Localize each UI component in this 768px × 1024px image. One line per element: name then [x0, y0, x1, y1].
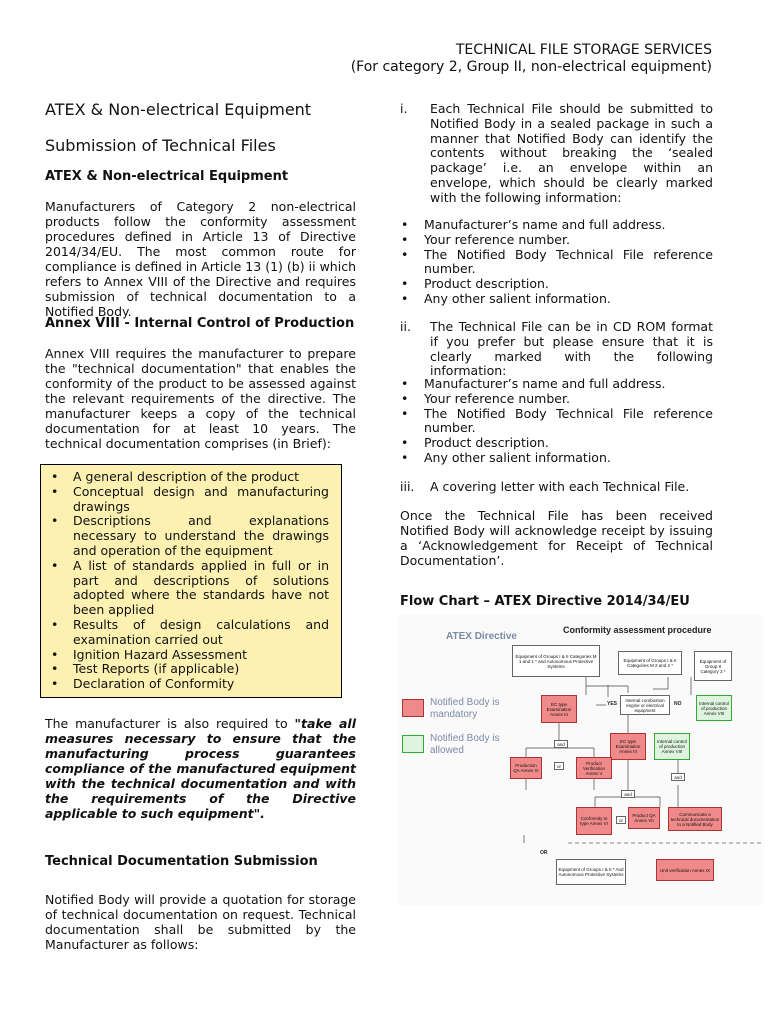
box-category-1: Equipment of Groups I & II Categories M 1 and 1 * and Autonomous Protective Systems	[512, 645, 600, 677]
separator-or: OR	[540, 850, 548, 856]
connector-and-2: and	[671, 773, 685, 781]
box-communicate-documentation: Communicate a technical documentation to a Notified Body	[668, 807, 722, 831]
list-item: • Your reference number.	[400, 392, 713, 407]
list-item: • A list of standards applied in full or in part and descriptions of solutions adopted where the standards have not been applied	[49, 559, 329, 618]
box-internal-control-right: Internal control of production Annex VIII	[696, 695, 732, 721]
directive-quote: "take all measures necessary to ensure that the manufacturing process guarantees compliance of the manufactured equipment with the technical documentation and with the requirements of the Directive applicable to such equipment".	[45, 716, 357, 821]
instruction-ii	[400, 320, 713, 379]
decision-yes: YES	[607, 701, 618, 707]
list-item: • Product description.	[400, 436, 713, 451]
list-item: • Your reference number.	[400, 233, 713, 248]
box-internal-control-2: Internal control of production Annex VIII	[654, 733, 690, 760]
box-category-3: Equipment of Group II Category 3 *	[694, 651, 732, 681]
list-item: • Declaration of Conformity	[49, 677, 329, 692]
documentation-contents-box	[40, 464, 342, 698]
header-line-1: TECHNICAL FILE STORAGE SERVICES	[455, 42, 712, 58]
list-item: • Results of design calculations and examination carried out	[49, 618, 329, 648]
roman-numeral: i.	[400, 101, 408, 116]
title-atex: ATEX & Non-electrical Equipment	[45, 100, 312, 119]
box-product-verification: Product Verification Annex V	[576, 757, 612, 779]
connector-and-1: and	[554, 740, 568, 748]
flow-chart-title: Flow Chart – ATEX Directive 2014/34/EU	[400, 594, 690, 609]
box-production-qa: Production QA Annex IV	[510, 757, 542, 779]
legend-mandatory-label: Notified Body is mandatory	[430, 697, 500, 720]
subheading-annex-viii: Annex VIII - Internal Control of Production	[45, 316, 355, 331]
flow-chart	[398, 615, 764, 905]
instruction-text: A covering letter with each Technical File.	[430, 479, 690, 494]
paragraph-submission: Notified Body will provide a quotation for storage of technical documentation on request. Technical documentation shall be submitted by the Manufacturer as follows:	[45, 892, 356, 952]
documentation-contents-list	[49, 470, 329, 692]
legend-allowed-label: Notified Body is allowed	[430, 733, 500, 756]
title-submission: Submission of Technical Files	[45, 136, 276, 155]
box-combustion-engine: Internal combustion engine or electrical equipment	[620, 695, 670, 715]
box-bottom-equipment: Equipment of Groups I & II * And Autonomous Protective Systems	[556, 859, 626, 885]
box-conformity-to-type: Conformity to type Annex VI	[576, 807, 612, 835]
paragraph-manufacturer-requirement	[45, 716, 356, 821]
legend-swatch-allowed	[402, 735, 424, 753]
roman-numeral: iii.	[400, 479, 415, 494]
legend-swatch-mandatory	[402, 699, 424, 717]
list-item: • The Notified Body Technical File reference number.	[400, 407, 713, 437]
list-item: • Conceptual design and manufacturing drawings	[49, 485, 329, 515]
list-item: • Any other salient information.	[400, 292, 713, 307]
paragraph-annex-viii: Annex VIII requires the manufacturer to prepare the "technical documentation" that enables the conformity of the product to be assessed against the relevant requirements of the directive. The manufacturer keeps a copy of the technical documentation for at least 10 years. The technical documentation comprises (in Brief):	[45, 346, 356, 451]
instruction-text: The Technical File can be in CD ROM format if you prefer but please ensure that it is clearly marked with the following information:	[430, 319, 713, 379]
list-item: • Test Reports (if applicable)	[49, 662, 329, 677]
connector-or-2: or	[616, 816, 626, 824]
list-item: • Product description.	[400, 277, 713, 292]
box-product-qa: Product QA Annex VII	[628, 807, 660, 829]
header-line-2: (For category 2, Group II, non-electrical equipment)	[350, 59, 712, 75]
document-header	[351, 42, 712, 76]
list-item: • Ignition Hazard Assessment	[49, 648, 329, 663]
marking-list-2	[400, 377, 713, 466]
paragraph-acknowledgement: Once the Technical File has been received Notified Body will acknowledge receipt by issuing a ‘Acknowledgement for Receipt of Technical Documentation’.	[400, 508, 713, 568]
requirement-lead-text: The manufacturer is also required to	[45, 716, 295, 731]
subheading-tech-doc-submission: Technical Documentation Submission	[45, 854, 318, 869]
box-ec-type-examination: EC type Examination Annex III	[541, 695, 577, 723]
box-unit-verification: Unit verification Annex IX	[656, 859, 714, 881]
conformity-heading: Conformity assessment procedure	[563, 625, 712, 635]
connector-and-3: and	[621, 790, 635, 798]
decision-no: NO	[674, 701, 682, 707]
list-item: • A general description of the product	[49, 470, 329, 485]
box-ec-type-examination-2: EC type Examination Annex III	[610, 733, 646, 760]
paragraph-intro: Manufacturers of Category 2 non-electrical products follow the conformity assessment procedures defined in Article 13 of Directive 2014/34/EU. The most common route for compliance is defined in Article 13 (1) (b) ii which refers to Annex VIII of the Directive and requires submission of technical documentation to a Notified Body.	[45, 199, 356, 319]
list-item: • Manufacturer’s name and full address.	[400, 377, 713, 392]
roman-numeral: ii.	[400, 319, 411, 334]
list-item: • The Notified Body Technical File reference number.	[400, 248, 713, 278]
list-item: • Any other salient information.	[400, 451, 713, 466]
subheading-atex: ATEX & Non-electrical Equipment	[45, 169, 289, 184]
list-item: • Manufacturer’s name and full address.	[400, 218, 713, 233]
marking-list-1	[400, 218, 713, 307]
instruction-i	[400, 102, 713, 206]
connector-or-1: or	[554, 762, 564, 770]
list-item: • Descriptions and explanations necessary to understand the drawings and operation of the equipment	[49, 514, 329, 558]
box-category-2: Equipment of Groups I & II Categories M 2 and 2 *	[618, 651, 682, 675]
atex-directive-label: ATEX Directive	[446, 631, 517, 642]
instruction-iii	[400, 480, 713, 495]
instruction-text: Each Technical File should be submitted to Notified Body in a sealed package in such a manner that Notified Body can identify the contents without breaking the ‘sealed package’ i.e. an envelope within an envelope, which should be clearly marked with the following information:	[430, 101, 713, 205]
